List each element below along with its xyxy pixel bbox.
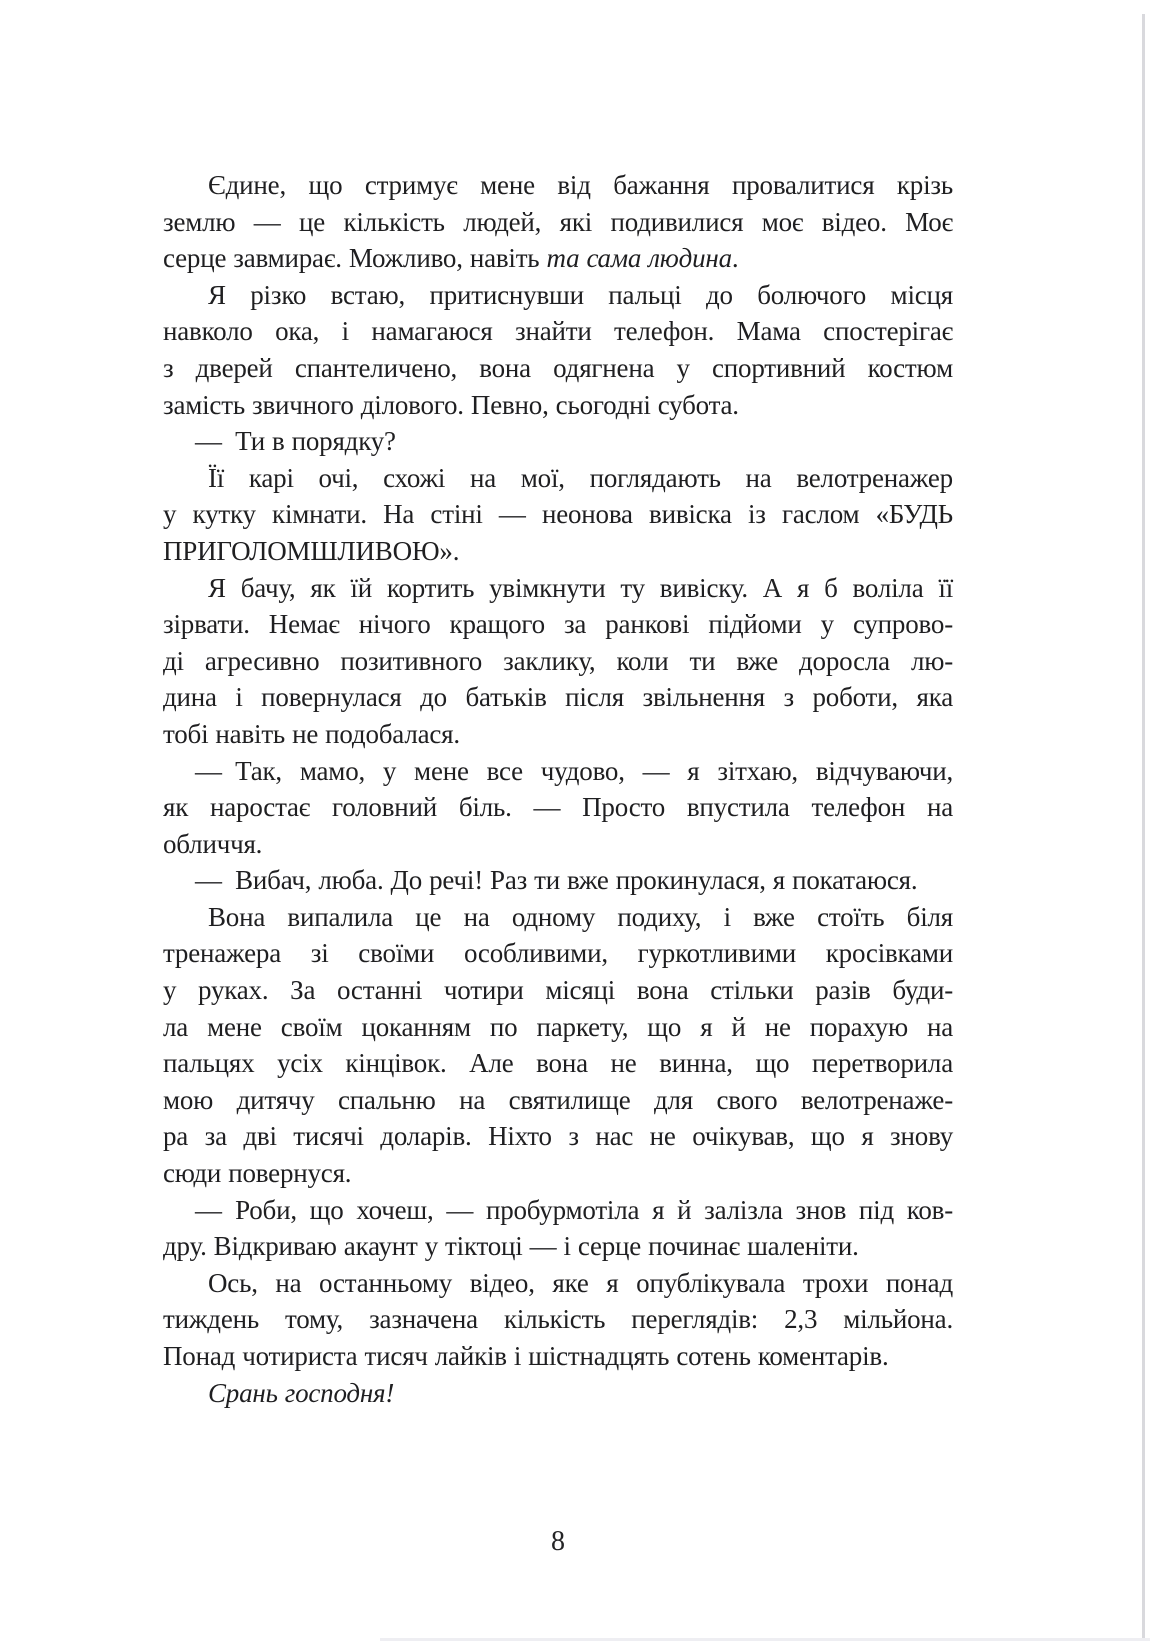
text-line: ла мене своїм цоканням по паркету, що я й не порахую на — [163, 1011, 953, 1042]
text-line: Вона випалила це на одному подиху, і вже стоїть біля — [208, 901, 953, 932]
scan-edge-right-line — [1142, 14, 1145, 1641]
paragraph — [163, 277, 953, 423]
text-segment: серце завмирає. Можливо, навіть — [163, 243, 547, 274]
paragraph — [163, 570, 953, 753]
text-line: Її карі очі, схожі на мої, поглядають на велотренажер — [208, 462, 953, 493]
text-line: у кутку кімнати. На стіні — неонова вивіска із гаслом «БУДЬ — [163, 499, 953, 530]
text-line: замість звичного ділового. Певно, сьогодні субота. — [163, 389, 739, 420]
text-line: у руках. За останні чотири місяці вона стільки разів буди- — [163, 975, 953, 1006]
text-line: дина і повернулася до батьків після звільнення з роботи, яка — [163, 682, 953, 713]
body-text — [163, 167, 953, 1411]
paragraph-dialogue — [163, 862, 953, 899]
paragraph-dialogue — [163, 423, 953, 460]
paragraph-dialogue — [163, 1192, 953, 1265]
text-line: мою дитячу спальню на святилище для свого велотренаже- — [163, 1084, 953, 1115]
paragraph — [163, 1265, 953, 1375]
paragraph — [163, 167, 953, 277]
text-segment: . — [731, 243, 739, 274]
text-line: Ось, на останньому відео, яке я опублікувала трохи понад — [208, 1267, 953, 1298]
text-line: дру. Відкриваю акаунт у тіктоці — і серце починає шаленіти. — [163, 1231, 859, 1262]
paragraph-dialogue — [163, 753, 953, 863]
text-line: сюди повернуся. — [163, 1158, 352, 1189]
text-line: Срань господня! — [208, 1377, 395, 1408]
text-line: навколо ока, і намагаюся знайти телефон. Мама спостерігає — [163, 316, 953, 347]
text-line: ПРИГОЛОМШЛИВОЮ». — [163, 535, 460, 566]
paragraph — [163, 899, 953, 1192]
text-line: Понад чотириста тисяч лайків і шістнадцять сотень коментарів. — [163, 1341, 889, 1371]
text-line: з дверей спантеличено, вона одягнена у спортивний костюм — [163, 352, 953, 383]
text-line: — Ти в порядку? — [195, 426, 396, 457]
paragraph-italic — [163, 1375, 953, 1412]
text-line: тобі навіть не подобалася. — [163, 718, 460, 749]
text-line: — Вибач, люба. До речі! Раз ти вже прокинулася, я покатаюся. — [195, 865, 918, 896]
text-line: зірвати. Немає нічого кращого за ранкові підйоми у супрово- — [163, 609, 953, 640]
text-line: як наростає головний біль. — Просто впустила телефон на — [163, 792, 953, 823]
text-line: тренажера зі своїми особливими, гуркотливими кросівками — [163, 938, 953, 969]
text-line: обличчя. — [163, 828, 263, 859]
text-line: тиждень тому, зазначена кількість переглядів: 2,3 мільйона. — [163, 1304, 953, 1335]
text-line: землю — це кількість людей, які подивилися моє відео. Моє — [163, 206, 953, 237]
text-line — [163, 240, 953, 277]
text-line: Я бачу, як їй кортить увімкнути ту вивіску. А я б воліла її — [208, 572, 953, 603]
text-line: ра за дві тисячі доларів. Ніхто з нас не очікував, що я знову — [163, 1121, 953, 1152]
text-line: пальцях усіх кінцівок. Але вона не винна, що перетворила — [163, 1048, 953, 1079]
paragraph — [163, 460, 953, 570]
text-line: — Роби, що хочеш, — пробурмотіла я й залізла знов під ков- — [195, 1194, 953, 1225]
italic-text-segment: та сама людина — [546, 243, 732, 274]
text-line: Я різко встаю, притиснувши пальці до болючого місця — [208, 279, 953, 310]
text-line: — Так, мамо, у мене все чудово, — я зітхаю, відчуваючи, — [195, 755, 953, 786]
page-number: 8 — [551, 1526, 565, 1557]
text-line: ді агресивно позитивного заклику, коли ти вже доросла лю- — [163, 645, 953, 676]
text-line: Єдине, що стримує мене від бажання провалитися крізь — [208, 170, 953, 200]
